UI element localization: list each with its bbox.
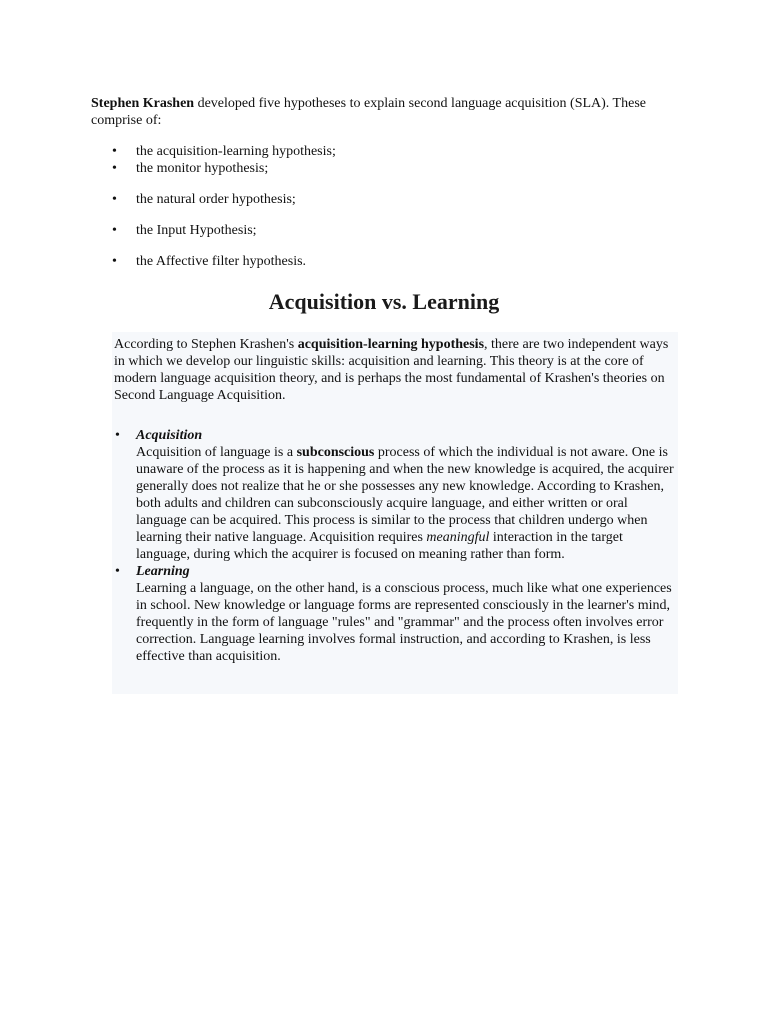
term-description: Learning a language, on the other hand, is a conscious process, much like what one experiences in school. New knowledge or language forms are represented consciously in the learner's mind, frequently in the form of language "rules" and "grammar" and the process often involves error correction. Language learning involves formal instruction, and according to Krashen, is less effective than acquisition. — [136, 581, 672, 664]
description-text: interaction in the target language, during which the acquirer is focused on meaning rather than form. — [136, 530, 623, 562]
list-item: • the monitor hypothesis; — [91, 160, 651, 177]
list-item: • the Affective filter hypothesis. — [91, 253, 651, 270]
description-italic: meaningful — [426, 530, 490, 545]
list-item: • the acquisition-learning hypothesis; — [91, 143, 651, 160]
list-item: • the Input Hypothesis; — [91, 222, 651, 239]
description-text: Acquisition of language is a — [136, 445, 297, 460]
term-item-acquisition — [114, 427, 676, 563]
paragraph-text: According to Stephen Krashen's — [114, 337, 298, 352]
hypotheses-list — [91, 143, 651, 270]
intro-text: developed five hypotheses to explain second language acquisition (SLA). These comprise of: — [91, 96, 646, 128]
section-paragraph — [114, 336, 676, 404]
author-name: Stephen Krashen — [91, 96, 195, 111]
paragraph-bold-term: acquisition-learning hypothesis — [297, 337, 485, 352]
intro-paragraph — [91, 95, 691, 129]
term-heading: • Learning — [136, 564, 190, 579]
terms-list — [114, 427, 676, 665]
paragraph-text: , there are two independent ways in which we develop our linguistic skills: acquisition and learning. This theory is at the core of modern language acquisition theory, and is perhaps the most fundamental of Krashen's theories on Second Language Acquisition. — [114, 337, 669, 403]
term-description — [136, 444, 676, 563]
term-heading: • Acquisition — [136, 428, 203, 443]
description-bold: subconscious — [296, 445, 375, 460]
section-title: Acquisition vs. Learning — [268, 289, 500, 314]
description-text: process of which the individual is not aware. One is unaware of the process as it is happening and when the new knowledge is acquired, the acquirer generally does not realize that he or she possesses any new knowledge. According to Krashen, both adults and children can subconsciously acquire language, and either written or oral language can be acquired. This process is similar to the process that children undergo when learning their native language. Acquisition requires — [136, 445, 674, 545]
list-item: • the natural order hypothesis; — [91, 191, 651, 208]
term-item-learning — [114, 563, 676, 665]
